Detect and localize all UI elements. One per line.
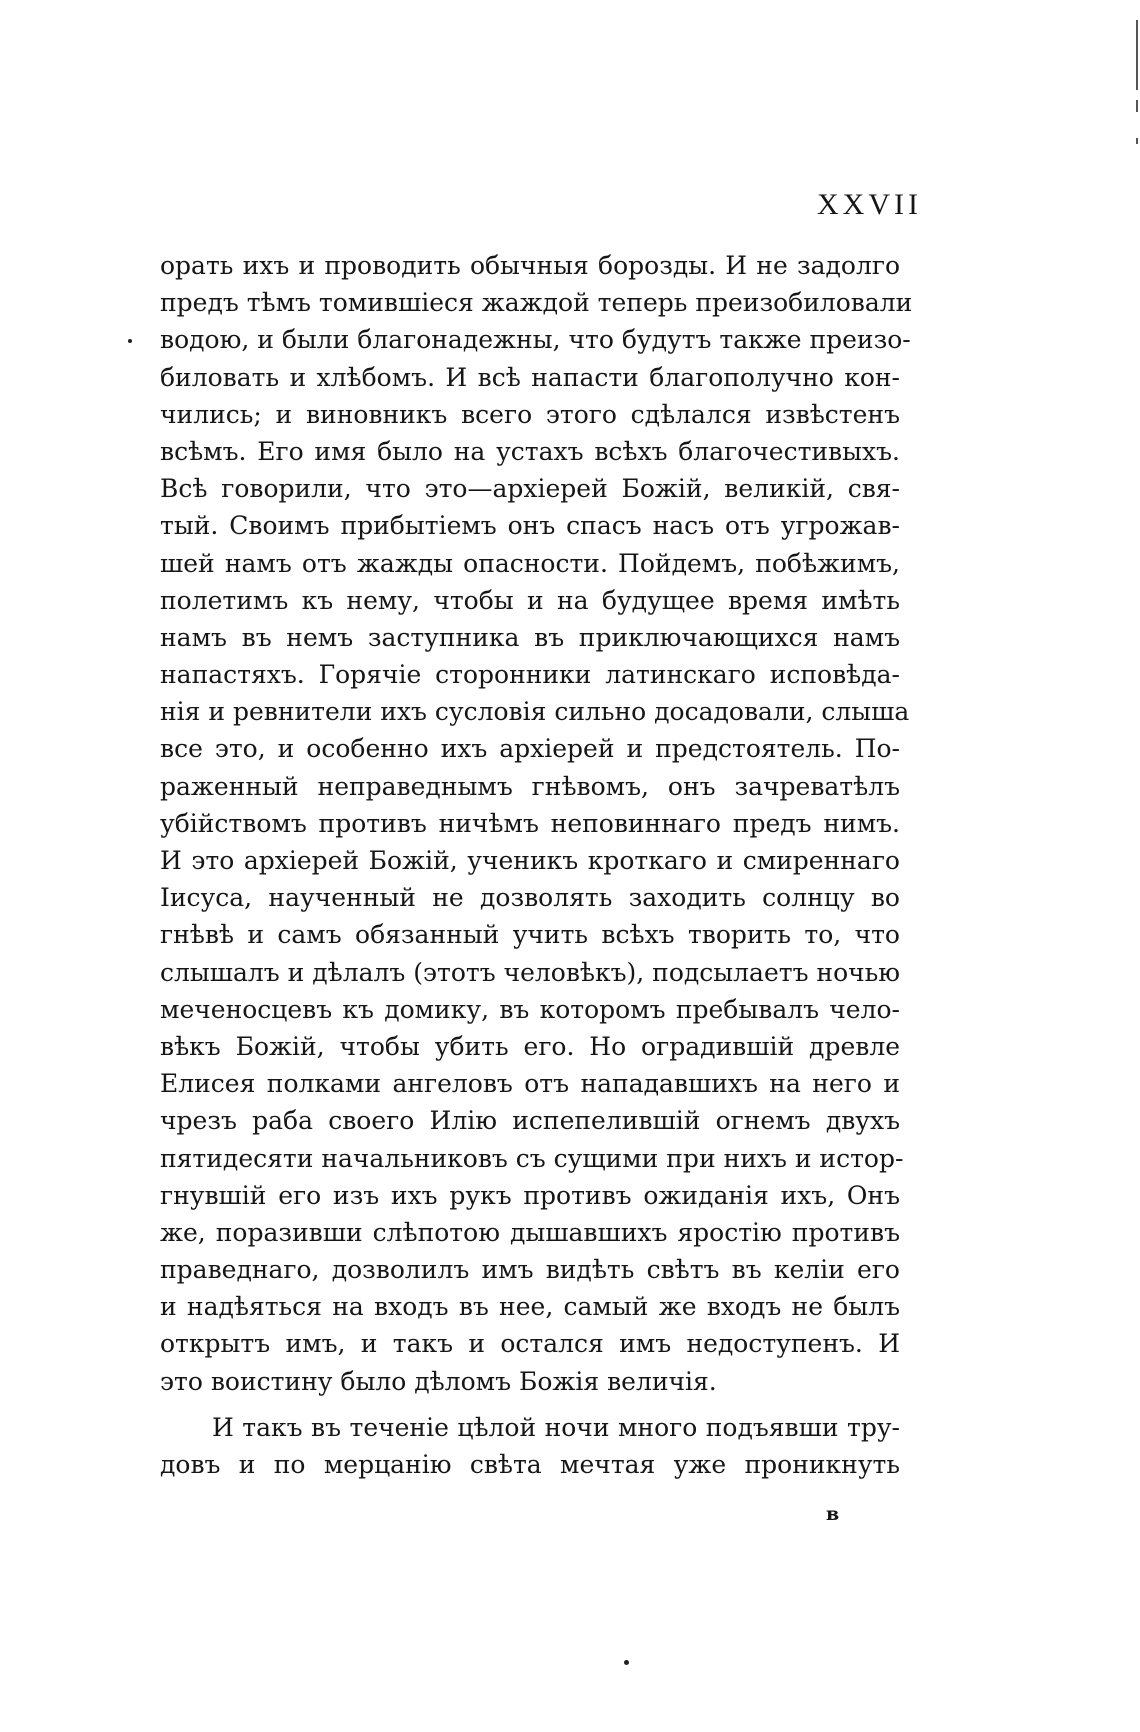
margin-dot xyxy=(128,339,132,343)
text-line: Іисуса, наученный не дозволять заходить солнцу во xyxy=(160,883,900,913)
text-line: открытъ имъ, и такъ и остался имъ недоступенъ. И xyxy=(160,1329,900,1359)
text-line: вѣкъ Божій, чтобы убить его. Но оградившій древле xyxy=(160,1031,900,1061)
text-line: напастяхъ. Горячіе сторонники латинскаго исповѣда- xyxy=(160,660,900,690)
text-line: И такъ въ теченіе цѣлой ночи много подъявши тру- xyxy=(212,1412,900,1442)
text-line: намъ въ немъ заступника въ приключающихся намъ xyxy=(160,622,900,652)
text-line: полетимъ къ нему, чтобы и на будущее время имѣть xyxy=(160,585,900,615)
text-line: водою, и были благонадежны, что будутъ также преизо- xyxy=(160,325,911,355)
text-line: и надѣяться на входъ въ нее, самый же входъ не былъ xyxy=(160,1292,900,1322)
text-line: праведнаго, дозволилъ имъ видѣть свѣтъ въ келіи его xyxy=(160,1255,900,1285)
paragraph-gap xyxy=(160,1400,900,1409)
text-line: тый. Своимъ прибытіемъ онъ спасъ насъ отъ угрожав- xyxy=(160,511,900,541)
edge-mark xyxy=(1136,20,1138,90)
text-line: И это архіерей Божій, ученикъ кроткаго и смиреннаго xyxy=(160,846,900,875)
edge-mark xyxy=(1136,138,1138,144)
text-line: всѣмъ. Его имя было на устахъ всѣхъ благочестивыхъ. xyxy=(160,436,900,466)
text-line: раженный неправеднымъ гнѣвомъ, онъ зачреватѣлъ xyxy=(160,771,900,801)
bottom-dot xyxy=(624,1660,629,1665)
text-line: шей намъ отъ жажды опасности. Пойдемъ, побѣжимъ, xyxy=(160,548,900,578)
edge-mark xyxy=(1136,100,1138,112)
text-line: все это, и особенно ихъ архіерей и предстоятель. По- xyxy=(160,734,900,764)
paragraph-2 xyxy=(160,1409,900,1483)
catchword: в xyxy=(826,1503,840,1525)
text-line: гнувшій его изъ ихъ рукъ противъ ожиданія ихъ, Онъ xyxy=(160,1180,900,1210)
text-line: довъ и по мерцанію свѣта мечтая уже проникнуть xyxy=(160,1450,900,1479)
text-line: же, поразивши слѣпотою дышавшихъ яростію противъ xyxy=(160,1217,900,1247)
text-line: убійствомъ противъ ничѣмъ неповиннаго предъ нимъ. xyxy=(160,808,900,838)
body-text xyxy=(160,247,913,1483)
paragraph-1 xyxy=(160,247,913,1400)
text-line: меченосцевъ къ домику, въ которомъ пребывалъ чело- xyxy=(160,994,900,1024)
text-line: предъ тѣмъ томившіеся жаждой теперь преизобиловали xyxy=(160,288,913,318)
text-line: чрезъ раба своего Илію испепелившій огнемъ двухъ xyxy=(160,1106,900,1136)
text-line: нія и ревнители ихъ сусловія сильно досадовали, слыша xyxy=(160,697,910,727)
text-line: Елисея полками ангеловъ отъ нападавшихъ на него и xyxy=(160,1069,900,1099)
text-line: Всѣ говорили, что это—архіерей Божій, великій, свя- xyxy=(160,474,900,504)
text-line: слышалъ и дѣлалъ (этотъ человѣкъ), подсылаетъ ночью xyxy=(160,957,901,987)
text-line: гнѣвѣ и самъ обязанный учить всѣхъ творить то, что xyxy=(160,920,900,950)
page-number: XXVII xyxy=(817,188,922,221)
text-line: орать ихъ и проводить обычныя борозды. И не задолго xyxy=(160,251,900,280)
text-line: биловать и хлѣбомъ. И всѣ напасти благополучно кон- xyxy=(160,362,900,392)
text-line: это воистину было дѣломъ Божія величія. xyxy=(160,1366,717,1396)
text-line: чились; и виновникъ всего этого сдѣлался извѣстенъ xyxy=(160,399,900,429)
text-line: пятидесяти начальниковъ съ сущими при нихъ и истор- xyxy=(160,1143,904,1173)
